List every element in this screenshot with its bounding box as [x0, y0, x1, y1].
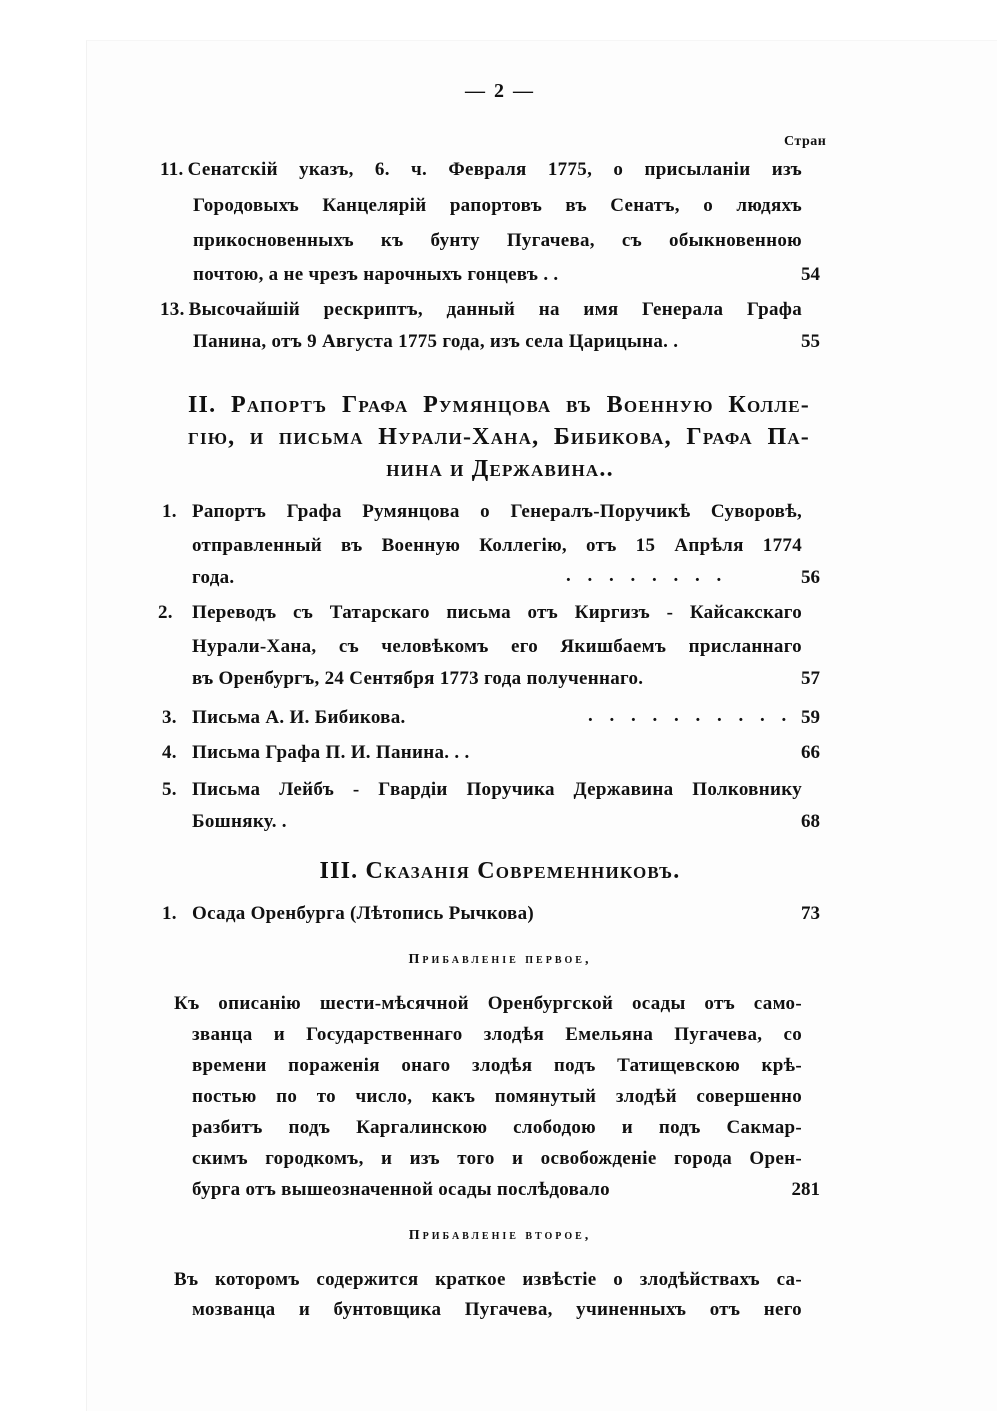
entry-line: разбитъ подъ Каргалинскою слободою и подъ Сакмар- [192, 1117, 802, 1138]
entry-line: года. [192, 567, 235, 588]
entry-page-number: 73 [801, 903, 820, 924]
entry-line: скимъ городкомъ, и изъ того и освобожденіе города Орен- [192, 1148, 802, 1169]
entry-line: Переводъ съ Татарскаго письма отъ Киргизъ - Кайсакскаго [192, 602, 802, 623]
entry-line: Панина, отъ 9 Августа 1775 года, изъ села Царицына. . [193, 331, 679, 352]
appendix-2-heading: Прибавленіе второе, [408, 1228, 592, 1243]
dot-leader: . . . . . . . . . . [588, 705, 793, 726]
entry-line: Рапортъ Графа Румянцова о Генералъ-Поручикѣ Суворовѣ, [192, 501, 802, 522]
entry-line: почтою, а не чрезъ нарочныхъ гонцевъ . . [193, 264, 559, 285]
dot-leader: . . . . . . . . [566, 565, 728, 586]
entry-line: мозванца и бунтовщика Пугачева, учиненныхъ отъ него [192, 1299, 802, 1320]
entry-line: Къ описанію шести-мѣсячной Оренбургской осады отъ само- [174, 993, 802, 1014]
section-heading-line: нина и Державина.. [386, 456, 614, 482]
entry-line: бурга отъ вышеозначенной осады послѣдовало [192, 1179, 610, 1200]
entry-line: Въ которомъ содержится краткое извѣстіе о злодѣйствахъ са- [174, 1269, 802, 1290]
entry-number: 3. [162, 707, 177, 728]
entry-line: Городовыхъ Канцелярій рапортовъ въ Сенатъ, о людяхъ [193, 195, 802, 216]
entry-page-number: 68 [801, 811, 820, 832]
entry-number: 1. [162, 501, 177, 522]
entry-line: Письма Графа П. И. Панина. . . [192, 742, 470, 763]
entry-page-number: 55 [801, 331, 820, 352]
entry-line: Сенатскій указъ, 6. ч. Февраля 1775, о присыланіи изъ [187, 159, 802, 180]
entry-line: отправленный въ Военную Коллегію, отъ 15 Апрѣля 1774 [192, 535, 802, 556]
page-column-header: Стран [784, 134, 827, 149]
entry-number: 1. [162, 903, 177, 924]
section-heading-part-iii: III. Сказанія Современниковъ. [319, 858, 681, 884]
entry-page-number: 57 [801, 668, 820, 689]
entry-line: Нурали-Хана, съ человѣкомъ его Якишбаемъ присланнаго [192, 636, 802, 657]
entry-line: Осада Оренбурга (Лѣтопись Рычкова) [192, 903, 535, 924]
entry-page-number: 56 [801, 567, 820, 588]
entry-line: званца и Государственнаго злодѣя Емельяна Пугачева, со [192, 1024, 802, 1045]
entry-line: постью по то число, какъ помянутый злодѣй совершенно [192, 1086, 802, 1107]
entry-line: Письма А. И. Бибикова. [192, 707, 406, 728]
entry-number: 13. [160, 299, 185, 320]
section-heading-line: гію, и письма Нурали-Хана, Бибикова, Графа Па- [188, 424, 810, 450]
entry-number: 5. [162, 779, 177, 800]
entry-line: Бошняку. . [192, 811, 287, 832]
entry-page-number: 54 [801, 264, 820, 285]
entry-line: времени пораженія онаго злодѣя подъ Татищевскою крѣ- [192, 1055, 802, 1076]
entry-line: Высочайшій рескриптъ, данный на имя Генерала Графа [188, 299, 802, 320]
entry-number: 4. [162, 742, 177, 763]
page-folio: — 2 — [465, 80, 535, 102]
section-heading-line: II. Рапортъ Графа Румянцова въ Военную Колле- [188, 392, 810, 418]
entry-number: 11. [160, 159, 184, 180]
entry-line: прикосновенныхъ къ бунту Пугачева, съ обыкновенною [193, 230, 802, 251]
entry-page-number: 281 [791, 1179, 820, 1200]
entry-number: 2. [158, 602, 173, 623]
entry-line: Письма Лейбъ - Гвардіи Поручика Державина Полковнику [192, 779, 802, 800]
entry-line: въ Оренбургъ, 24 Сентября 1773 года полученнаго. [192, 668, 644, 689]
entry-page-number: 59 [801, 707, 820, 728]
entry-page-number: 66 [801, 742, 820, 763]
appendix-1-heading: Прибавленіе первое, [408, 952, 592, 967]
